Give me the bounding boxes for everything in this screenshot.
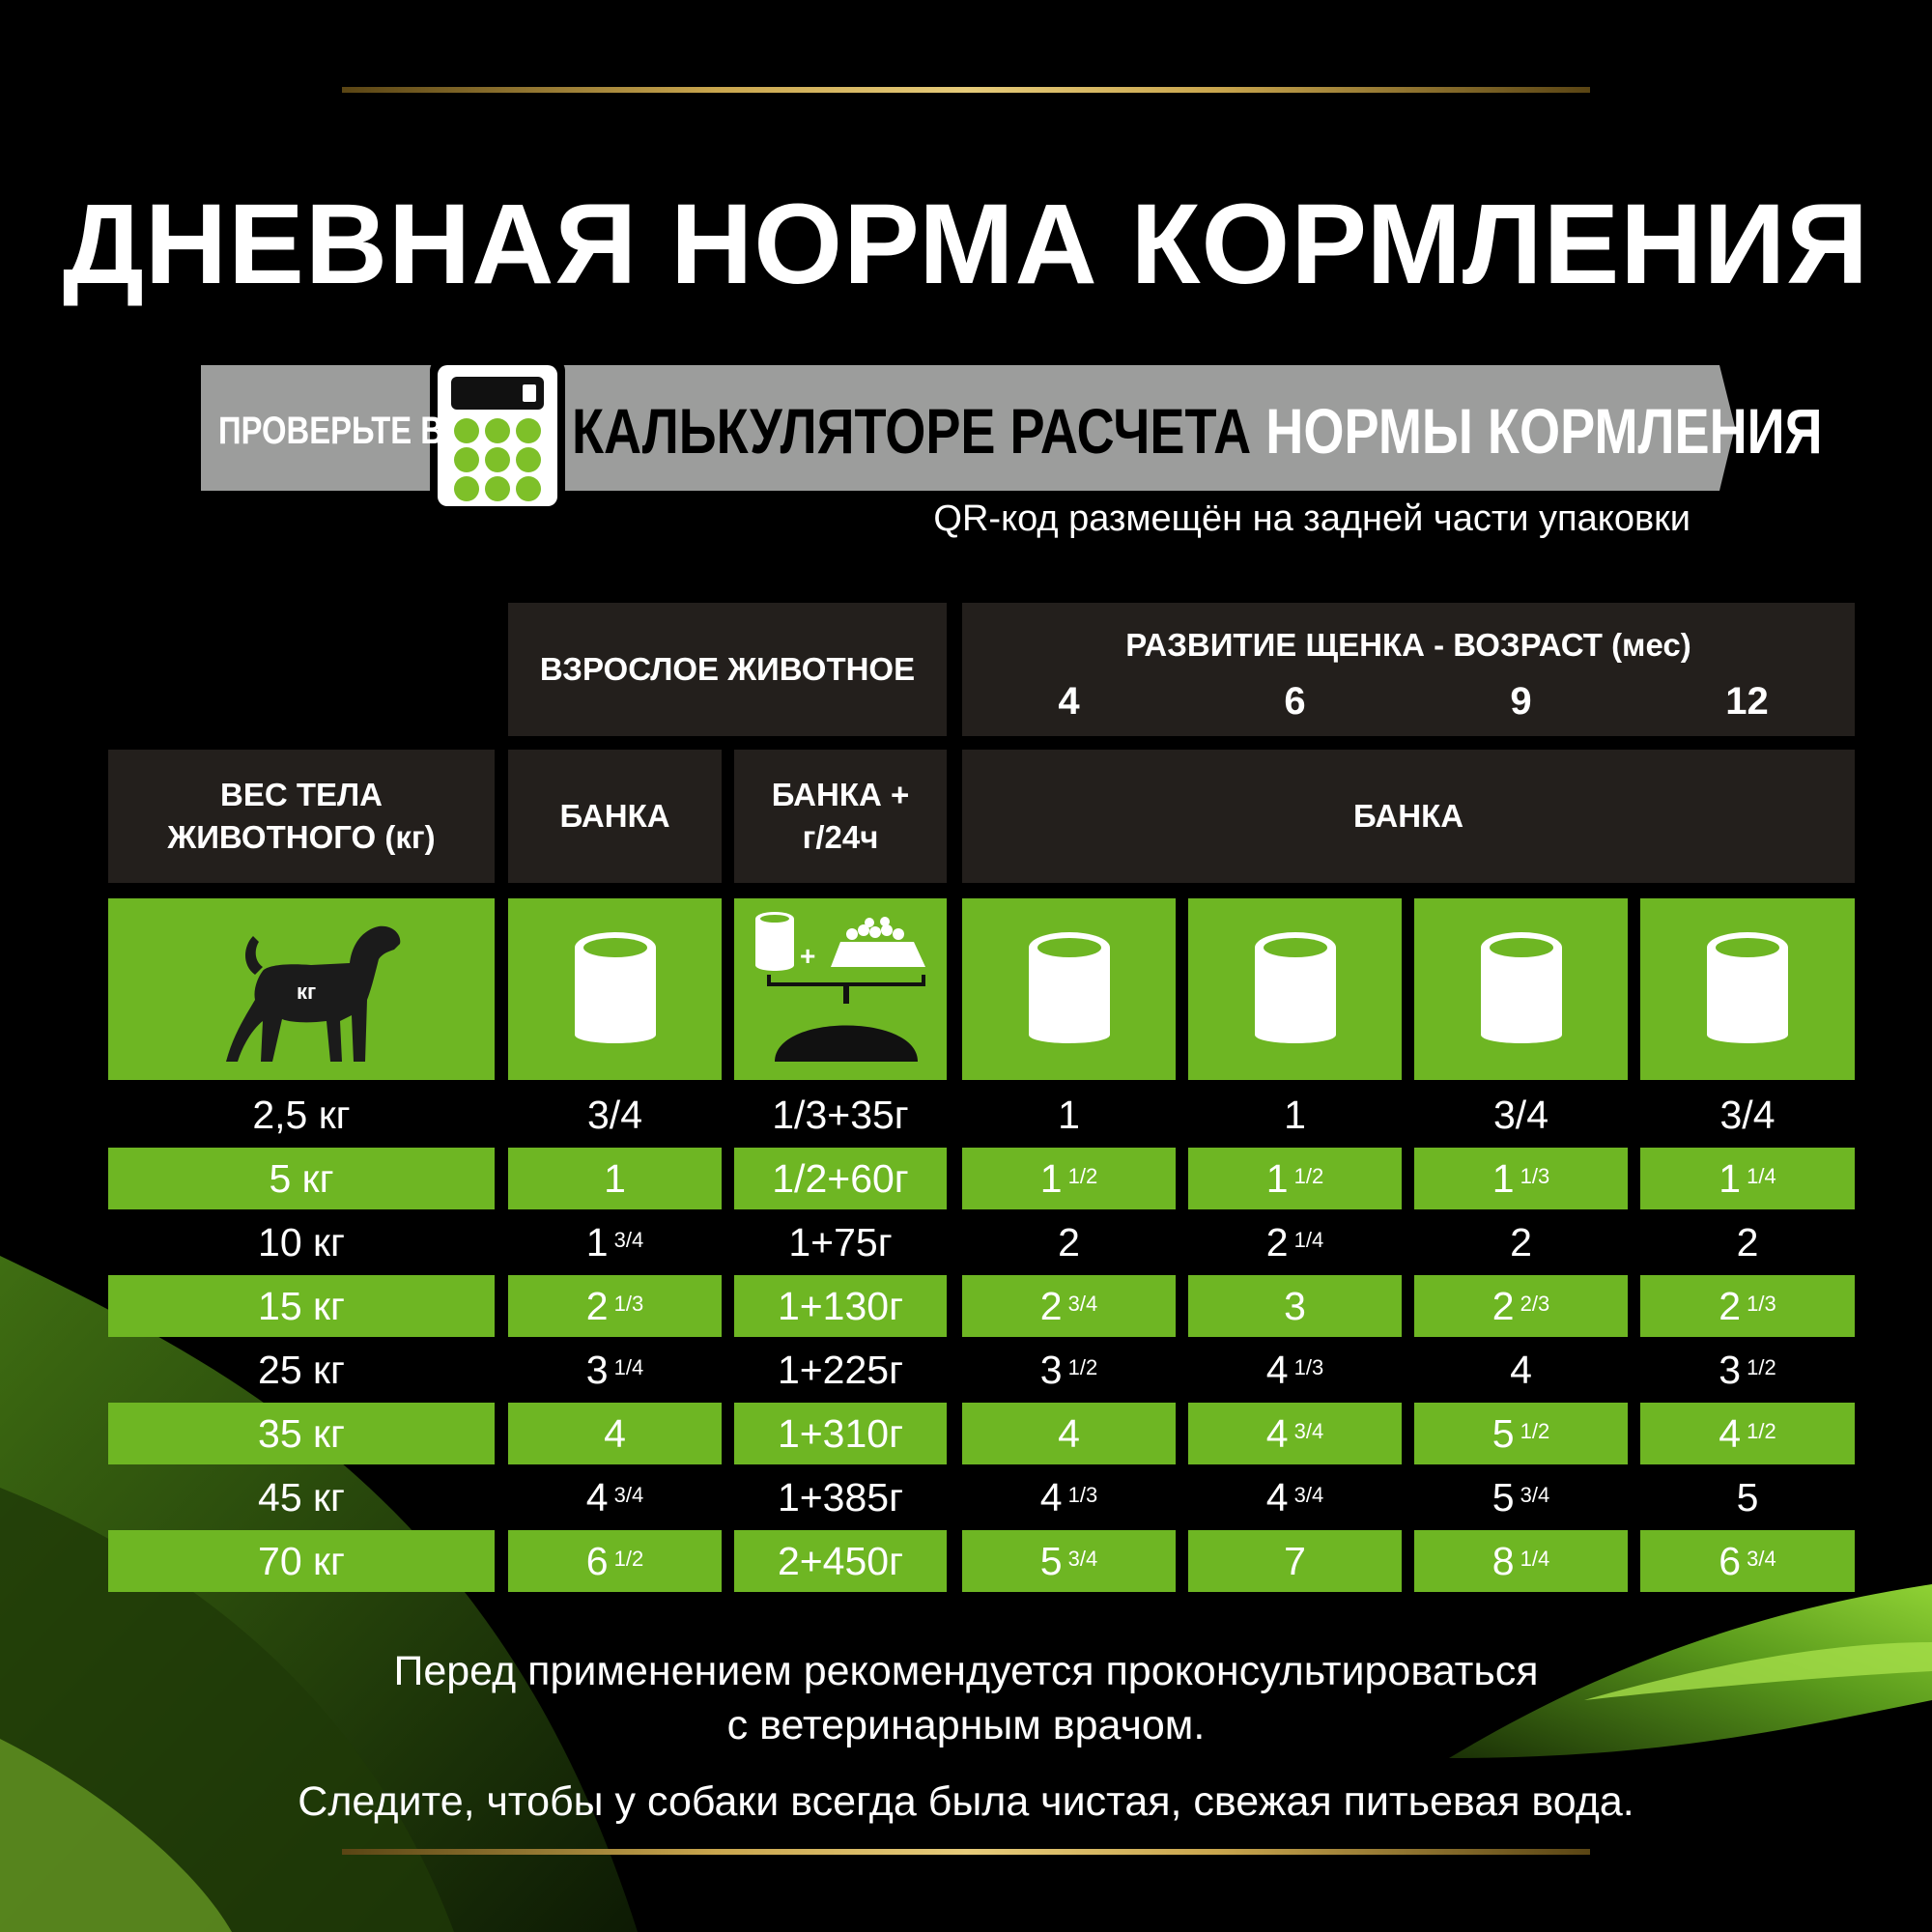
puppy-age-12: 12 (1725, 680, 1769, 723)
value-whole: 3/4 (1719, 1092, 1776, 1137)
cell-puppy-12 (1640, 1084, 1855, 1146)
value-whole: 6 (1719, 1538, 1742, 1583)
cell-adult-can-plus: 1+75г (788, 1219, 893, 1264)
value-fraction: 3/4 (1067, 1292, 1098, 1316)
value-whole: 5 (1039, 1538, 1063, 1583)
can-icon (567, 926, 664, 1052)
cell-puppy-9 (1414, 1084, 1628, 1146)
value-whole: 2 (1736, 1219, 1759, 1264)
value-fraction: 1/3 (1293, 1355, 1324, 1379)
header-puppy-can-label: БАНКА (1352, 798, 1464, 834)
header-adult-group-label: ВЗРОСЛОЕ ЖИВОТНОЕ (539, 651, 916, 687)
value-fraction: 1/2 (1067, 1164, 1098, 1188)
cell-puppy-9 (1414, 1275, 1628, 1337)
value-whole: 2 (1058, 1219, 1080, 1264)
value-whole: 8 (1492, 1538, 1515, 1583)
cell-puppy-12 (1640, 1339, 1855, 1401)
value-fraction: 3/4 (613, 1483, 644, 1507)
value-fraction: 3/4 (1067, 1547, 1098, 1571)
value-fraction: 1/2 (613, 1547, 644, 1571)
icon-cell-puppy-6 (1188, 898, 1402, 1080)
value-whole: 4 (1265, 1347, 1289, 1392)
value-whole: 4 (1265, 1474, 1289, 1520)
cell-adult-can-plus: 1/3+35г (772, 1092, 909, 1137)
value-whole: 6 (585, 1538, 609, 1583)
value-whole: 3 (1039, 1347, 1063, 1392)
header-weight (108, 750, 495, 883)
value-whole: 3/4 (1493, 1092, 1548, 1137)
value-whole: 2 (1265, 1219, 1289, 1264)
header-weight-label: ВЕС ТЕЛА ЖИВОТНОГО (кг) (167, 777, 436, 855)
value-whole: 1 (1039, 1155, 1063, 1201)
value-fraction: 1/2 (1520, 1419, 1550, 1443)
banner-main-light: НОРМЫ КОРМЛЕНИЯ (1265, 395, 1823, 467)
value-fraction: 2/3 (1520, 1292, 1550, 1316)
header-puppy-group (962, 603, 1855, 736)
dog-icon-label: кг (297, 980, 317, 1004)
value-whole: 3/4 (587, 1092, 642, 1137)
cell-puppy-4 (962, 1211, 1176, 1273)
value-fraction: 1/2 (1747, 1419, 1776, 1443)
value-fraction: 3/4 (1520, 1483, 1550, 1507)
cell-puppy-4 (962, 1084, 1176, 1146)
value-whole: 1 (1719, 1155, 1742, 1201)
cell-puppy-4 (962, 1403, 1176, 1464)
cell-puppy-6 (1188, 1275, 1402, 1337)
header-can-plus-label: БАНКА + г/24ч (771, 777, 910, 855)
value-fraction: 1/4 (1747, 1164, 1776, 1188)
value-whole: 1 (1058, 1092, 1080, 1137)
cell-weight: 25 кг (258, 1347, 345, 1392)
page-title: ДНЕВНАЯ НОРМА КОРМЛЕНИЯ (62, 181, 1870, 308)
cell-puppy-6 (1188, 1339, 1402, 1401)
value-fraction: 3/4 (1293, 1483, 1324, 1507)
value-whole: 3 (1719, 1347, 1742, 1392)
banner-main-dark: КАЛЬКУЛЯТОРЕ РАСЧЕТА (572, 395, 1252, 467)
cell-adult-can-plus: 1+130г (734, 1275, 947, 1337)
value-whole: 4 (585, 1474, 609, 1520)
icon-cell-puppy-12 (1640, 898, 1855, 1080)
cell-puppy-12 (1640, 1211, 1855, 1273)
icon-cell-puppy-9 (1414, 898, 1628, 1080)
cell-puppy-12 (1640, 1148, 1855, 1209)
scale-icon (744, 907, 937, 1071)
value-whole: 5 (1736, 1474, 1759, 1520)
cell-adult-can-plus: 1+385г (777, 1474, 904, 1520)
cell-adult-can (508, 1084, 722, 1146)
cell-puppy-9 (1414, 1148, 1628, 1209)
note-vet-line1: Перед применением рекомендуется проконсультироваться (393, 1648, 1539, 1694)
value-fraction: 1/4 (1520, 1547, 1550, 1571)
cell-puppy-6 (1188, 1211, 1402, 1273)
bottom-gold-line (342, 1849, 1590, 1855)
cell-puppy-9 (1414, 1403, 1628, 1464)
icon-cell-scale (734, 898, 947, 1080)
qr-note: QR-код размещён на задней части упаковки (933, 498, 1690, 539)
cell-puppy-6 (1188, 1466, 1402, 1528)
cell-adult-can-plus: 2+450г (734, 1530, 947, 1592)
cell-puppy-4 (962, 1275, 1176, 1337)
value-whole: 2 (1719, 1283, 1742, 1328)
value-whole: 2 (1510, 1219, 1532, 1264)
can-icon (1473, 926, 1570, 1052)
value-whole: 7 (1284, 1538, 1306, 1583)
cell-puppy-9 (1414, 1339, 1628, 1401)
value-whole: 1 (1284, 1092, 1306, 1137)
cell-puppy-9 (1414, 1466, 1628, 1528)
puppy-age-4: 4 (1058, 680, 1080, 723)
value-fraction: 1/3 (1747, 1292, 1776, 1316)
puppy-age-9: 9 (1510, 680, 1532, 723)
cell-puppy-4 (962, 1466, 1176, 1528)
value-fraction: 1/3 (1067, 1483, 1098, 1507)
cell-weight: 10 кг (258, 1219, 345, 1264)
svg-text:+: + (800, 941, 816, 971)
header-puppy-group-label: РАЗВИТИЕ ЩЕНКА - ВОЗРАСТ (мес) (1125, 627, 1691, 663)
note-water: Следите, чтобы у собаки всегда была чистая, свежая питьевая вода. (298, 1778, 1634, 1825)
value-whole: 2 (1492, 1283, 1515, 1328)
value-fraction: 1/2 (1747, 1355, 1776, 1379)
value-fraction: 3/4 (1293, 1419, 1324, 1443)
cell-weight: 35 кг (108, 1403, 495, 1464)
icon-cell-can (508, 898, 722, 1080)
value-fraction: 3/4 (1747, 1547, 1776, 1571)
cell-weight: 45 кг (258, 1474, 345, 1520)
cell-adult-can (508, 1148, 722, 1209)
value-fraction: 1/4 (1293, 1228, 1324, 1252)
cell-adult-can (508, 1211, 722, 1273)
value-whole: 3 (1284, 1283, 1306, 1328)
cell-adult-can (508, 1466, 722, 1528)
icon-cell-puppy-4 (962, 898, 1176, 1080)
value-whole: 5 (1492, 1410, 1515, 1456)
value-fraction: 1/4 (613, 1355, 644, 1379)
icon-cell-dog (108, 898, 495, 1080)
cell-puppy-12 (1640, 1403, 1855, 1464)
header-can (508, 750, 722, 883)
value-whole: 4 (1719, 1410, 1742, 1456)
cell-adult-can (508, 1339, 722, 1401)
value-whole: 4 (1510, 1347, 1532, 1392)
dog-icon (195, 907, 408, 1071)
value-whole: 4 (1265, 1410, 1289, 1456)
cell-puppy-12 (1640, 1530, 1855, 1592)
cell-puppy-6 (1188, 1084, 1402, 1146)
cell-adult-can-plus: 1/2+60г (734, 1148, 947, 1209)
value-fraction: 1/2 (1293, 1164, 1324, 1188)
cell-weight: 70 кг (108, 1530, 495, 1592)
value-fraction: 1/3 (613, 1292, 644, 1316)
cell-puppy-6 (1188, 1530, 1402, 1592)
value-whole: 4 (1039, 1474, 1063, 1520)
value-whole: 1 (1265, 1155, 1289, 1201)
header-can-plus (734, 750, 947, 883)
cell-adult-can (508, 1275, 722, 1337)
can-icon (1247, 926, 1344, 1052)
cell-puppy-4 (962, 1339, 1176, 1401)
value-whole: 2 (1039, 1283, 1063, 1328)
can-icon (1699, 926, 1796, 1052)
cell-adult-can-plus: 1+310г (734, 1403, 947, 1464)
puppy-age-6: 6 (1284, 680, 1306, 723)
cell-weight: 15 кг (108, 1275, 495, 1337)
banner-main-text (572, 394, 1822, 468)
top-gold-line (342, 87, 1590, 93)
value-whole: 1 (1492, 1155, 1515, 1201)
cell-adult-can-plus: 1+225г (777, 1347, 904, 1392)
cell-puppy-4 (962, 1530, 1176, 1592)
value-whole: 4 (604, 1410, 626, 1456)
value-whole: 1 (604, 1155, 626, 1201)
cell-puppy-12 (1640, 1466, 1855, 1528)
cell-puppy-6 (1188, 1403, 1402, 1464)
cell-adult-can (508, 1530, 722, 1592)
cell-puppy-9 (1414, 1530, 1628, 1592)
header-adult-group (508, 603, 947, 736)
cell-puppy-6 (1188, 1148, 1402, 1209)
calculator-icon (430, 357, 565, 514)
value-whole: 5 (1492, 1474, 1515, 1520)
note-vet-line2: с ветеринарным врачом. (726, 1702, 1206, 1748)
value-whole: 4 (1058, 1410, 1080, 1456)
can-icon (1021, 926, 1118, 1052)
cell-weight: 2,5 кг (252, 1092, 351, 1137)
cell-puppy-12 (1640, 1275, 1855, 1337)
cell-weight: 5 кг (108, 1148, 495, 1209)
cell-puppy-9 (1414, 1211, 1628, 1273)
value-fraction: 3/4 (613, 1228, 644, 1252)
header-puppy-can (962, 750, 1855, 883)
value-fraction: 1/3 (1520, 1164, 1550, 1188)
cell-puppy-4 (962, 1148, 1176, 1209)
cell-adult-can (508, 1403, 722, 1464)
banner-prefix: ПРОВЕРЬТЕ В (218, 410, 443, 452)
value-whole: 1 (585, 1219, 609, 1264)
header-can-label: БАНКА (559, 798, 670, 834)
value-fraction: 1/2 (1067, 1355, 1098, 1379)
value-whole: 2 (585, 1283, 609, 1328)
value-whole: 3 (585, 1347, 609, 1392)
